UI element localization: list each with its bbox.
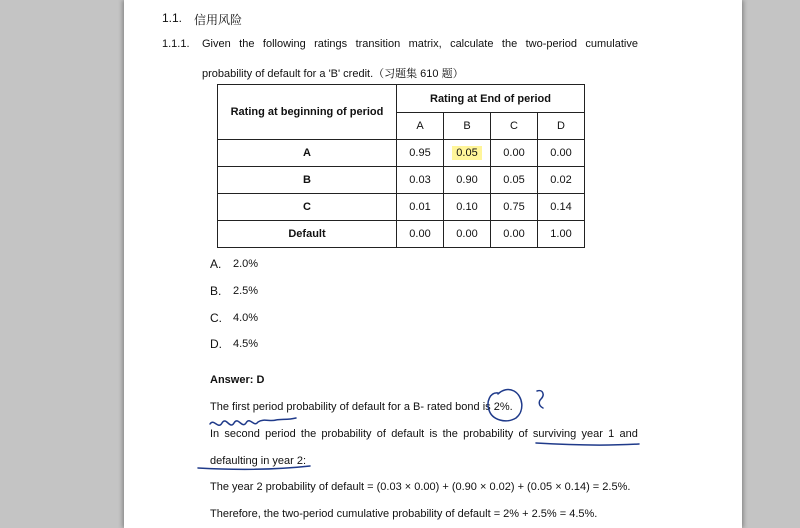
answer-line-4: The year 2 probability of default = (0.03 × 0.00) + (0.90 × 0.02) + (0.05 × 0.14) = 2.5%. — [210, 481, 631, 493]
document-page — [124, 0, 742, 528]
column-group-header: Rating at End of period — [397, 85, 585, 113]
option-letter: B. — [210, 284, 222, 298]
option-text: 2.0% — [233, 258, 259, 270]
question-word: cumulative — [585, 38, 638, 50]
section-number: 1.1. — [162, 11, 183, 25]
table-cell: 0.00 — [538, 140, 585, 167]
table-cell: 0.02 — [538, 167, 585, 194]
transition-matrix-table — [217, 84, 585, 248]
answer-label: Answer: D — [210, 374, 265, 386]
row-label: Default — [218, 221, 397, 248]
section-title: 信用风险 — [194, 13, 243, 27]
answer-word: of — [376, 428, 386, 440]
option-text: 2.5% — [233, 285, 259, 297]
column-header: D — [538, 113, 585, 140]
answer-line-1: The first period probability of default for a B- rated bond is 2%. — [210, 401, 513, 413]
option-text: 4.0% — [233, 312, 259, 324]
column-header: B — [444, 113, 491, 140]
answer-word: the — [300, 428, 317, 440]
option-letter: C. — [210, 311, 222, 325]
answer-word: probability — [463, 428, 514, 440]
option-letter: D. — [210, 337, 222, 351]
question-word: transition — [355, 38, 401, 50]
table-cell: 0.10 — [444, 194, 491, 221]
table-cell: 0.00 — [491, 221, 538, 248]
answer-word: period — [265, 428, 296, 440]
answer-word: and — [619, 428, 638, 440]
answer-word: default — [391, 428, 425, 440]
column-header: A — [397, 113, 444, 140]
question-line-1 — [202, 38, 638, 50]
answer-line-5: Therefore, the two-period cumulative probability of default = 2% + 2.5% = 4.5%. — [210, 508, 598, 520]
row-header-cell: Rating at beginning of period — [218, 85, 397, 140]
answer-word: 1 — [608, 428, 615, 440]
answer-word: In — [210, 428, 220, 440]
answer-line-2 — [210, 428, 638, 440]
question-word: following — [262, 38, 306, 50]
answer-word: surviving — [532, 428, 577, 440]
question-word: the — [239, 38, 255, 50]
question-word: matrix, — [408, 38, 442, 50]
question-word: calculate — [450, 38, 494, 50]
answer-word: the — [442, 428, 458, 440]
question-line-2: probability of default for a 'B' credit.（习题集 610 题） — [202, 68, 464, 80]
table-cell: 0.01 — [397, 194, 444, 221]
answer-word: second — [224, 428, 260, 440]
table-cell: 0.05 — [491, 167, 538, 194]
table-cell: 0.75 — [491, 194, 538, 221]
ink-underline-surviving — [536, 443, 639, 445]
question-word: the — [501, 38, 518, 50]
column-header: C — [491, 113, 538, 140]
table-cell: 1.00 — [538, 221, 585, 248]
table-row — [218, 221, 585, 248]
table-cell: 0.14 — [538, 194, 585, 221]
table-cell-highlighted — [444, 140, 491, 167]
answer-word: is — [429, 428, 438, 440]
question-word: ratings — [314, 38, 348, 50]
row-label: A — [218, 140, 397, 167]
question-number: 1.1.1. — [162, 38, 190, 50]
table-cell: 0.00 — [491, 140, 538, 167]
ink-question-squiggle — [537, 391, 543, 408]
table-row — [218, 167, 585, 194]
row-label: C — [218, 194, 397, 221]
answer-word: year — [581, 428, 603, 440]
table-cell: 0.00 — [444, 221, 491, 248]
table-cell: 0.03 — [397, 167, 444, 194]
question-word: two-period — [525, 38, 577, 50]
answer-line-3: defaulting in year 2: — [210, 455, 307, 467]
ink-wavy-underline — [210, 418, 296, 425]
table-row — [218, 194, 585, 221]
answer-word: of — [518, 428, 528, 440]
question-word: Given — [202, 38, 231, 50]
option-letter: A. — [210, 257, 222, 271]
table-cell: 0.00 — [397, 221, 444, 248]
table-cell: 0.95 — [397, 140, 444, 167]
highlighted-value: 0.05 — [452, 146, 481, 160]
answer-word: probability — [321, 428, 372, 440]
row-label: B — [218, 167, 397, 194]
table-cell: 0.90 — [444, 167, 491, 194]
option-text: 4.5% — [233, 338, 259, 350]
table-row — [218, 140, 585, 167]
